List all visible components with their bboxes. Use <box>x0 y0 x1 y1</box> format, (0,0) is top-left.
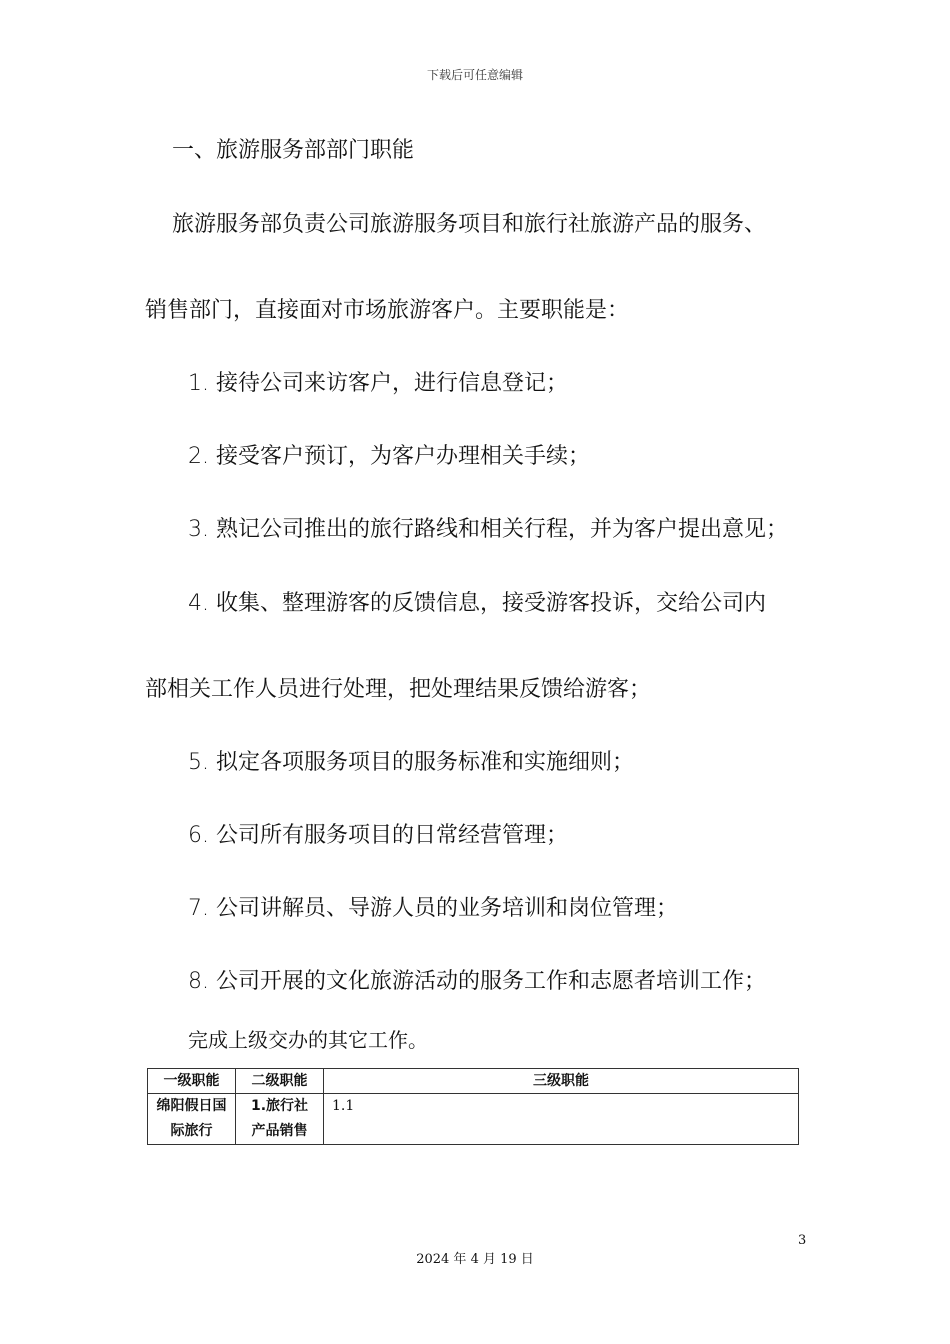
duty-item-1: 1. 接待公司来访客户，进行信息登记； <box>188 371 568 396</box>
page-number: 3 <box>798 1233 807 1248</box>
section-heading: 一、旅游服务部部门职能 <box>172 138 415 163</box>
footer-date: 2024 年 4 月 19 日 <box>416 1252 534 1267</box>
function-table <box>147 1068 799 1145</box>
intro-line-1: 旅游服务部负责公司旅游服务项目和旅行社旅游产品的服务、 <box>172 212 767 237</box>
duty-item-8: 8. 公司开展的文化旅游活动的服务工作和志愿者培训工作； <box>188 969 766 994</box>
duty-item-other: 完成上级交办的其它工作。 <box>188 1028 428 1052</box>
duty-item-4: 4. 收集、整理游客的反馈信息，接受游客投诉，交给公司内 <box>188 591 766 616</box>
level3-cell: 1.1 <box>324 1094 799 1145</box>
level2-cell: 1.旅行社产品销售 <box>236 1094 324 1145</box>
table-header-cell: 三级职能 <box>324 1069 799 1094</box>
table-row <box>148 1094 799 1145</box>
duty-item-3: 3. 熟记公司推出的旅行路线和相关行程，并为客户提出意见； <box>188 517 788 542</box>
intro-line-2: 销售部门，直接面对市场旅游客户。主要职能是： <box>145 298 630 323</box>
duty-item-5: 5. 拟定各项服务项目的服务标准和实施细则； <box>188 750 634 775</box>
table-header-row <box>148 1069 799 1094</box>
duty-item-7: 7. 公司讲解员、导游人员的业务培训和岗位管理； <box>188 896 678 921</box>
duty-item-2: 2. 接受客户预订，为客户办理相关手续； <box>188 444 590 469</box>
duty-item-6: 6. 公司所有服务项目的日常经营管理； <box>188 823 568 848</box>
level1-cell: 绵阳假日国际旅行 <box>148 1094 236 1145</box>
table-header-cell: 二级职能 <box>236 1069 324 1094</box>
table-header-cell: 一级职能 <box>148 1069 236 1094</box>
duty-item-4-continued: 部相关工作人员进行处理，把处理结果反馈给游客； <box>145 677 652 702</box>
page-header: 下载后可任意编辑 <box>426 68 523 82</box>
